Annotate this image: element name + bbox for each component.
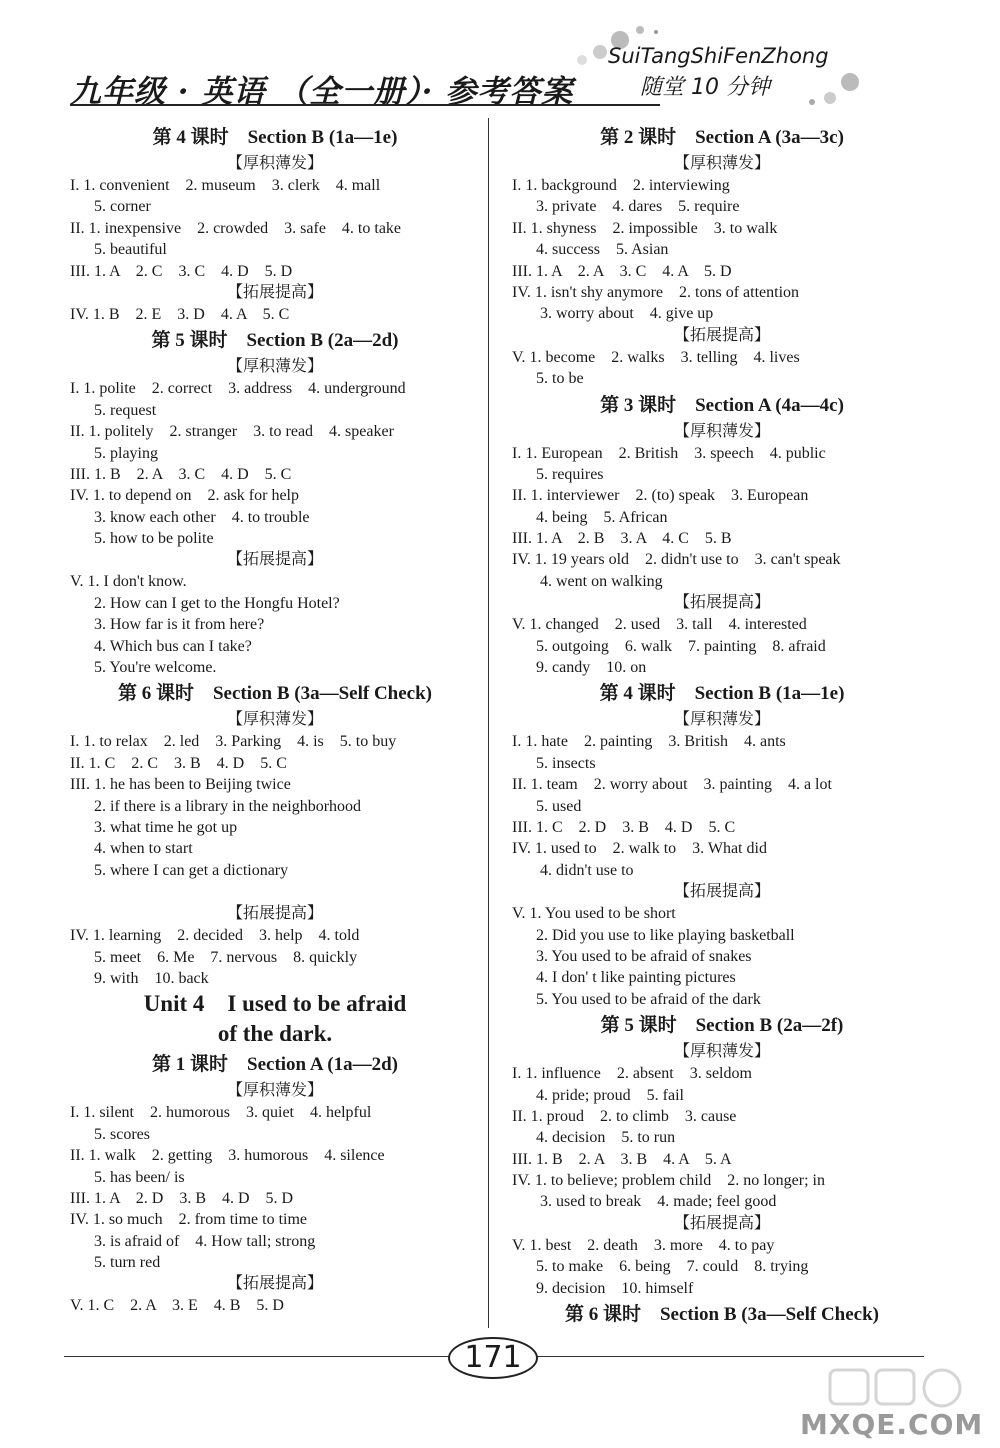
answer-line: I. 1. silent 2. humorous 3. quiet 4. helpful: [70, 1104, 372, 1122]
section-tag: 【厚积薄发】: [226, 358, 323, 376]
answer-line: II. 1. walk 2. getting 3. humorous 4. silence: [70, 1147, 385, 1165]
answer-line: II. 1. proud 2. to climb 3. cause: [512, 1107, 737, 1125]
answer-line: III. 1. A 2. D 3. B 4. D 5. D: [70, 1189, 294, 1207]
answer-line: 4. Which bus can I take?: [94, 637, 252, 655]
section-tag: 【厚积薄发】: [673, 1043, 770, 1061]
answer-line: 5. to be: [536, 370, 584, 388]
answer-line: 5. You used to be afraid of the dark: [536, 990, 761, 1008]
answer-line: V. 1. C 2. A 3. E 4. B 5. D: [70, 1297, 284, 1315]
answer-line: III. 1. he has been to Beijing twice: [70, 776, 291, 794]
lesson-heading: 第 2 课时 Section A (3a—3c): [600, 127, 844, 148]
section-tag: 【厚积薄发】: [226, 711, 323, 729]
section-tag: 【厚积薄发】: [226, 155, 323, 172]
lesson-heading: 第 4 课时 Section B (1a—1e): [599, 683, 845, 705]
section-tag: 【厚积薄发】: [673, 155, 770, 172]
brand-chinese: 随堂 10 分钟: [640, 75, 770, 100]
answer-line: III. 1. B 2. A 3. C 4. D 5. C: [70, 465, 292, 483]
section-tag: 【拓展提高】: [673, 1214, 770, 1232]
lesson-heading: 第 6 课时 Section B (3a—Self Check): [117, 683, 432, 705]
answer-line: II. 1. inexpensive 2. crowded 3. safe 4. to take: [70, 219, 402, 237]
answer-line: 4. I don' t like painting pictures: [536, 969, 736, 987]
lesson-heading: 第 5 课时 Section B (2a—2d): [151, 330, 399, 352]
answer-line: V. 1. I don't know.: [70, 573, 187, 591]
unit-title: of the dark.: [217, 1021, 333, 1047]
answer-line: 5. how to be polite: [94, 530, 214, 548]
answer-line: IV. 1. to depend on 2. ask for help: [70, 487, 300, 505]
answer-line: 5. has been/ is: [94, 1168, 185, 1186]
answer-line: 5. requires: [536, 465, 604, 483]
answer-line: 5. request: [94, 401, 157, 419]
answer-line: 5. beautiful: [94, 241, 167, 259]
lesson-heading: 第 5 课时 Section B (2a—2f): [600, 1015, 844, 1037]
answer-line: II. 1. politely 2. stranger 3. to read 4. speaker: [70, 423, 394, 441]
answer-line: 3. worry about 4. give up: [540, 305, 714, 323]
lesson-heading: 第 1 课时 Section A (1a—2d): [152, 1054, 398, 1076]
answer-line: 4. decision 5. to run: [536, 1129, 676, 1147]
answer-line: II. 1. team 2. worry about 3. painting 4. a lot: [512, 776, 832, 794]
answer-line: 4. went on walking: [540, 572, 663, 590]
answer-line: II. 1. shyness 2. impossible 3. to walk: [512, 219, 778, 237]
answer-line: 5. scores: [94, 1125, 150, 1143]
answer-line: 5. outgoing 6. walk 7. painting 8. afraid: [536, 637, 826, 655]
answer-line: 5. used: [536, 797, 582, 815]
answer-line: II. 1. interviewer 2. (to) speak 3. European: [512, 487, 809, 505]
brand-pinyin: SuiTangShiFenZhong: [608, 44, 829, 68]
answer-line: 4. when to start: [94, 840, 193, 858]
answer-line: III. 1. A 2. A 3. C 4. A 5. D: [512, 262, 732, 280]
answer-line: 5. You're welcome.: [94, 659, 217, 677]
answer-line: I. 1. convenient 2. museum 3. clerk 4. mall: [70, 177, 381, 194]
answer-line: IV. 1. so much 2. from time to time: [70, 1211, 308, 1229]
answer-line: 5. playing: [94, 444, 158, 462]
section-tag: 【拓展提高】: [673, 594, 770, 612]
section-tag: 【拓展提高】: [226, 905, 323, 923]
right-answer-column: [512, 122, 932, 1330]
watermark-text: MXQE.COM: [800, 1408, 984, 1441]
answer-line: I. 1. influence 2. absent 3. seldom: [512, 1065, 752, 1083]
answer-line: V. 1. changed 2. used 3. tall 4. interested: [512, 616, 807, 634]
section-tag: 【拓展提高】: [673, 883, 770, 901]
lesson-heading: 第 4 课时 Section B (1a—1e): [152, 127, 398, 148]
answer-line: 9. candy 10. on: [536, 659, 647, 677]
answer-line: III. 1. B 2. A 3. B 4. A 5. A: [512, 1150, 732, 1168]
answer-line: 9. decision 10. himself: [536, 1279, 694, 1297]
answer-line: 2. Did you use to like playing basketball: [536, 926, 795, 944]
answer-line: I. 1. background 2. interviewing: [512, 177, 730, 194]
spacer: [70, 881, 480, 903]
answer-line: II. 1. C 2. C 3. B 4. D 5. C: [70, 754, 287, 772]
answer-line: IV. 1. learning 2. decided 3. help 4. told: [70, 927, 360, 945]
answer-line: IV. 1. B 2. E 3. D 4. A 5. C: [70, 305, 290, 323]
section-tag: 【拓展提高】: [226, 551, 323, 569]
answer-line: III. 1. C 2. D 3. B 4. D 5. C: [512, 818, 736, 836]
answer-line: 3. know each other 4. to trouble: [94, 508, 310, 526]
answer-line: I. 1. European 2. British 3. speech 4. public: [512, 444, 826, 462]
answer-line: 3. is afraid of 4. How tall; strong: [94, 1232, 316, 1250]
answer-line: I. 1. to relax 2. led 3. Parking 4. is 5. to buy: [70, 733, 397, 751]
header-rule: [70, 104, 660, 106]
answer-line: 5. turn red: [94, 1254, 161, 1272]
section-tag: 【拓展提高】: [226, 283, 323, 301]
answer-line: I. 1. polite 2. correct 3. address 4. underground: [70, 380, 406, 398]
answer-line: III. 1. A 2. B 3. A 4. C 5. B: [512, 530, 732, 548]
answer-line: 3. used to break 4. made; feel good: [540, 1193, 777, 1211]
answer-line: III. 1. A 2. C 3. C 4. D 5. D: [70, 262, 293, 280]
answer-line: 5. to make 6. being 7. could 8. trying: [536, 1258, 809, 1276]
answer-line: 3. How far is it from here?: [94, 616, 265, 634]
answer-line: 5. where I can get a dictionary: [94, 861, 289, 879]
answer-line: 5. meet 6. Me 7. nervous 8. quickly: [94, 948, 358, 966]
answer-line: 3. what time he got up: [94, 818, 238, 836]
answer-line: V. 1. You used to be short: [512, 905, 676, 923]
lesson-heading: 第 3 课时 Section A (4a—4c): [600, 394, 844, 416]
section-tag: 【拓展提高】: [226, 1275, 323, 1293]
answer-line: 9. with 10. back: [94, 969, 209, 987]
answer-line: 4. didn't use to: [540, 861, 634, 879]
answer-line: 4. being 5. African: [536, 508, 668, 526]
section-tag: 【厚积薄发】: [673, 711, 770, 729]
answer-line: 2. if there is a library in the neighborhood: [94, 797, 362, 815]
answer-line: V. 1. become 2. walks 3. telling 4. lives: [512, 348, 800, 366]
answer-line: 4. success 5. Asian: [536, 241, 669, 259]
answer-line: IV. 1. used to 2. walk to 3. What did: [512, 840, 767, 858]
section-tag: 【厚积薄发】: [673, 422, 770, 440]
answer-line: V. 1. best 2. death 3. more 4. to pay: [512, 1236, 775, 1254]
unit-title: Unit 4 I used to be afraid: [143, 991, 407, 1017]
page-header: [0, 0, 1000, 112]
answer-line: 5. insects: [536, 754, 596, 772]
answer-line: 2. How can I get to the Hongfu Hotel?: [94, 594, 340, 612]
lesson-heading: 第 6 课时 Section B (3a—Self Check): [564, 1304, 879, 1326]
section-tag: 【厚积薄发】: [226, 1082, 323, 1100]
answer-line: IV. 1. isn't shy anymore 2. tons of attention: [512, 283, 800, 301]
answer-line: 5. corner: [94, 198, 151, 216]
left-answer-column: [70, 122, 480, 1317]
section-tag: 【拓展提高】: [673, 326, 770, 344]
answer-line: 3. private 4. dares 5. require: [536, 198, 740, 216]
answer-line: IV. 1. to believe; problem child 2. no longer; in: [512, 1172, 825, 1190]
answer-line: 4. pride; proud 5. fail: [536, 1086, 684, 1104]
answer-line: I. 1. hate 2. painting 3. British 4. ants: [512, 733, 786, 751]
page-number: 171: [448, 1337, 538, 1379]
book-title: 九年级 · 英语 （全一册）· 参考答案: [70, 74, 574, 110]
column-divider: [488, 118, 489, 1328]
answer-line: 3. You used to be afraid of snakes: [536, 947, 752, 965]
answer-line: IV. 1. 19 years old 2. didn't use to 3. can't speak: [512, 551, 841, 569]
